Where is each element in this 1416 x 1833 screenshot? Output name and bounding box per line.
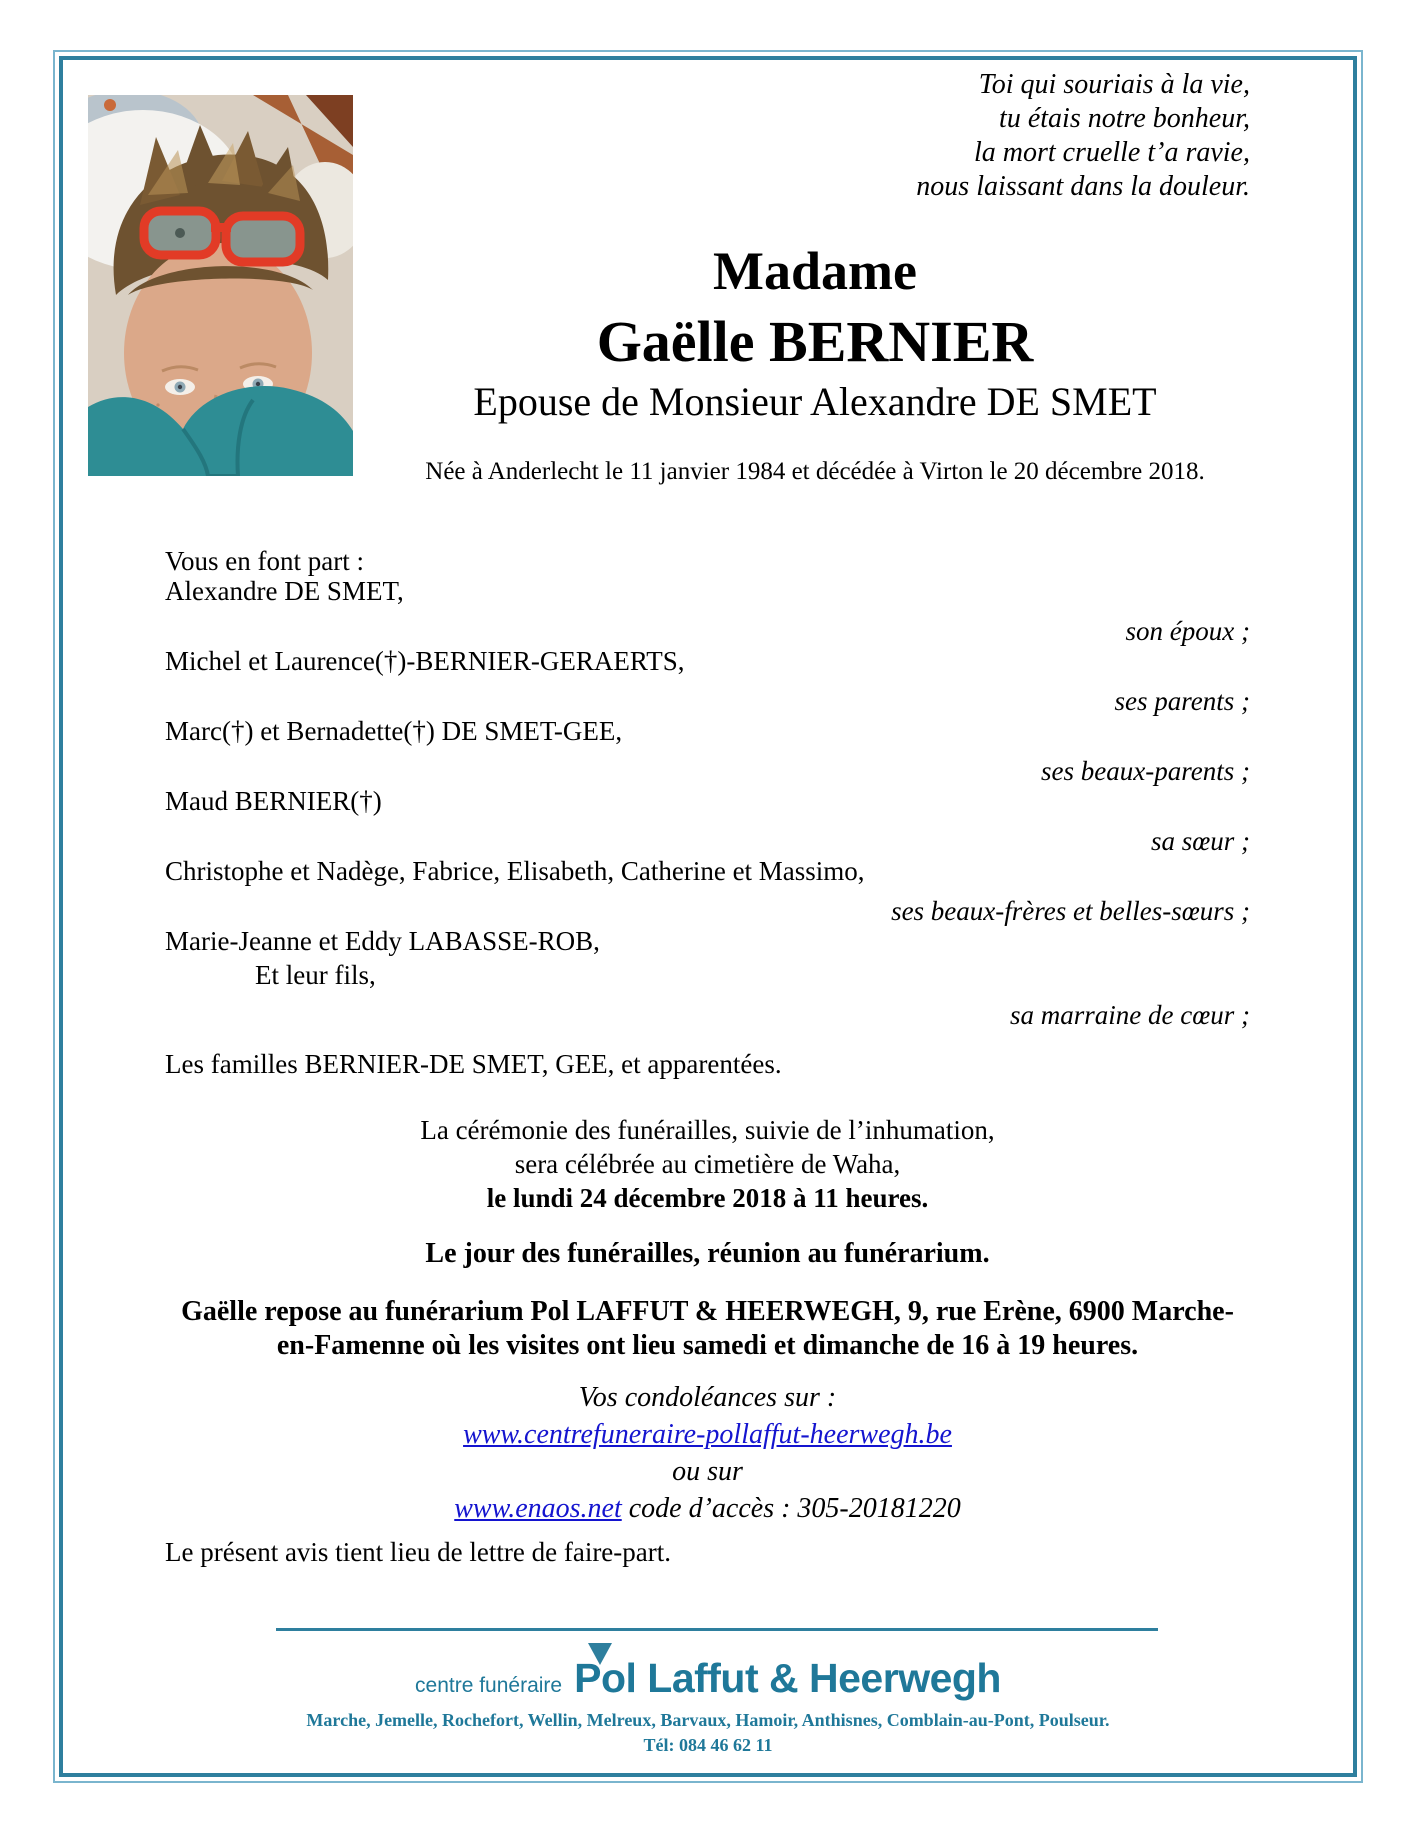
spouse-line: Epouse de Monsieur Alexandre DE SMET [473,379,1157,424]
relative-names: Michel et Laurence(†)-BERNIER-GERAERTS, [165,646,685,676]
poem-line: nous laissant dans la douleur. [916,171,1250,202]
relative-names-indent: Et leur fils, [255,960,376,990]
footer-divider [276,1628,1158,1631]
portrait-illustration [88,95,353,476]
ceremony-line1: La cérémonie des funérailles, suivie de l’inhumation, [420,1115,995,1145]
brand-row [0,1655,1416,1702]
list-intro: Vous en font part : [165,546,364,576]
title-prefix: Madame [713,241,917,301]
relative-names: Marc(†) et Bernadette(†) DE SMET-GEE, [165,716,623,746]
footer [0,1655,1416,1756]
repose-line2: en-Famenne où les visites ont lieu samedi et dimanche de 16 à 19 heures. [276,1330,1139,1361]
repose-lines [165,1295,1250,1363]
closing-notice: Le présent avis tient lieu de lettre de faire-part. [165,1537,672,1567]
header [380,240,1250,487]
condolences-link-enaos[interactable]: www.enaos.net [454,1493,622,1524]
condolences-intro: Vos condoléances sur : [578,1382,837,1413]
poem-line: Toi qui souriais à la vie, [978,69,1250,100]
deceased-name: Gaëlle BERNIER [596,309,1034,374]
access-code: code d’accès : 305-20181220 [621,1493,961,1524]
families-line: Les familles BERNIER-DE SMET, GEE, et apparentées. [165,1049,782,1079]
ceremony-date-line: le lundi 24 décembre 2018 à 11 heures. [486,1183,929,1213]
relative-relation: son époux ; [1125,616,1250,646]
brand-name: Pol Laffut & Heerwegh [574,1655,1001,1701]
poem-line: tu étais notre bonheur, [999,103,1250,134]
relative-relation: ses beaux-frères et belles-sœurs ; [891,896,1250,926]
birth-death-line: Née à Anderlecht le 11 janvier 1984 et décédée à Virton le 20 décembre 2018. [425,458,1205,485]
repose-line1: Gaëlle repose au funérarium Pol LAFFUT & HEERWEGH, 9, rue Erène, 6900 Marche- [181,1296,1234,1327]
condolences-section [165,1382,1250,1525]
relative-names: Maud BERNIER(†) [165,786,382,816]
poem-line: la mort cruelle t’a ravie, [973,137,1250,168]
reunion-line: Le jour des funérailles, réunion au funérarium. [425,1238,990,1269]
brand-prefix: centre funéraire [415,1674,563,1697]
footer-locations: Marche, Jemelle, Rochefort, Wellin, Melreux, Barvaux, Hamoir, Anthisnes, Comblain-au-Pont, Poulseur. [306,1710,1110,1730]
relative-names: Christophe et Nadège, Fabrice, Elisabeth, Catherine et Massimo, [165,856,865,886]
portrait-photo [88,95,353,476]
condolences-or: ou sur [672,1456,743,1487]
ceremony-line2: sera célébrée au cimetière de Waha, [514,1149,901,1179]
relative-names: Marie-Jeanne et Eddy LABASSE-ROB, [165,926,600,956]
relative-relation: ses parents ; [1114,686,1250,716]
poem [916,68,1250,204]
footer-phone: Tél: 084 46 62 11 [643,1735,773,1755]
relative-relation: sa sœur ; [1150,826,1250,856]
ceremony-section [165,1115,1250,1363]
relative-names: Alexandre DE SMET, [165,576,404,606]
family-list [165,548,1250,1078]
relative-relation: ses beaux-parents ; [1041,756,1250,786]
condolences-link-funeral-site[interactable]: www.centrefuneraire-pollaffut-heerwegh.be [463,1419,952,1450]
relative-relation: sa marraine de cœur ; [1010,1000,1250,1030]
